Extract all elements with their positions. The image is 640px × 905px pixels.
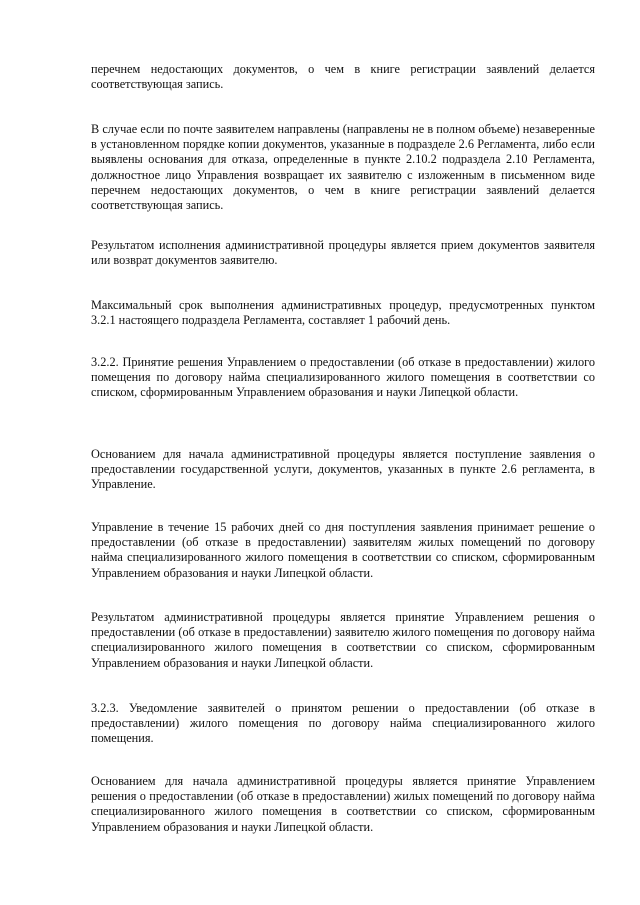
section-3-2-2-heading: 3.2.2. Принятие решения Управлением о предоставлении (об отказе в предоставлении) жилого помещения по договору найма специализированного жилого помещения в соответствии со списком, сформированным Управлением образования и науки Липецкой области.: [91, 355, 595, 400]
paragraph-4: Максимальный срок выполнения административных процедур, предусмотренных пунктом 3.2.1 настоящего подраздела Регламента, составляет 1 рабочий день.: [91, 298, 595, 328]
paragraph-3: Результатом исполнения административной процедуры является прием документов заявителя или возврат документов заявителю.: [91, 238, 595, 268]
paragraph-6: Основанием для начала административной процедуры является поступление заявления о предоставлении государственной услуги, документов, указанных в пункте 2.6 регламента, в Управление.: [91, 447, 595, 492]
paragraph-2: В случае если по почте заявителем направлены (направлены не в полном объеме) незаверенные в установленном порядке копии документов, указанные в подразделе 2.6 Регламента, либо если выявлены основания для отказа, определенные в пункте 2.10.2 подраздела 2.10 Регламента, должностное лицо Управления возвращает их заявителю с изложенным в письменном виде перечнем недостающих документов, о чем в книге регистрации заявлений делается соответствующая запись.: [91, 122, 595, 213]
paragraph-1: перечнем недостающих документов, о чем в книге регистрации заявлений делается соответствующая запись.: [91, 62, 595, 92]
paragraph-7: Управление в течение 15 рабочих дней со дня поступления заявления принимает решение о предоставлении (об отказе в предоставлении) заявителям жилых помещений по договору найма специализированного жилого помещения в соответствии со списком, сформированным Управлением образования и науки Липецкой области.: [91, 520, 595, 580]
paragraph-10: Основанием для начала административной процедуры является принятие Управлением решения о предоставлении (об отказе в предоставлении) жилых помещений по договору найма специализированного жилого помещения в соответствии со списком, сформированным Управлением образования и науки Липецкой области.: [91, 774, 595, 834]
paragraph-8: Результатом административной процедуры является принятие Управлением решения о предоставлении (об отказе в предоставлении) заявителю жилого помещения по договору найма специализированного жилого помещения в соответствии со списком, сформированным Управлением образования и науки Липецкой области.: [91, 610, 595, 670]
section-3-2-3-heading: 3.2.3. Уведомление заявителей о принятом решении о предоставлении (об отказе в предоставлении) жилого помещения по договору найма специализированного жилого помещения.: [91, 701, 595, 746]
